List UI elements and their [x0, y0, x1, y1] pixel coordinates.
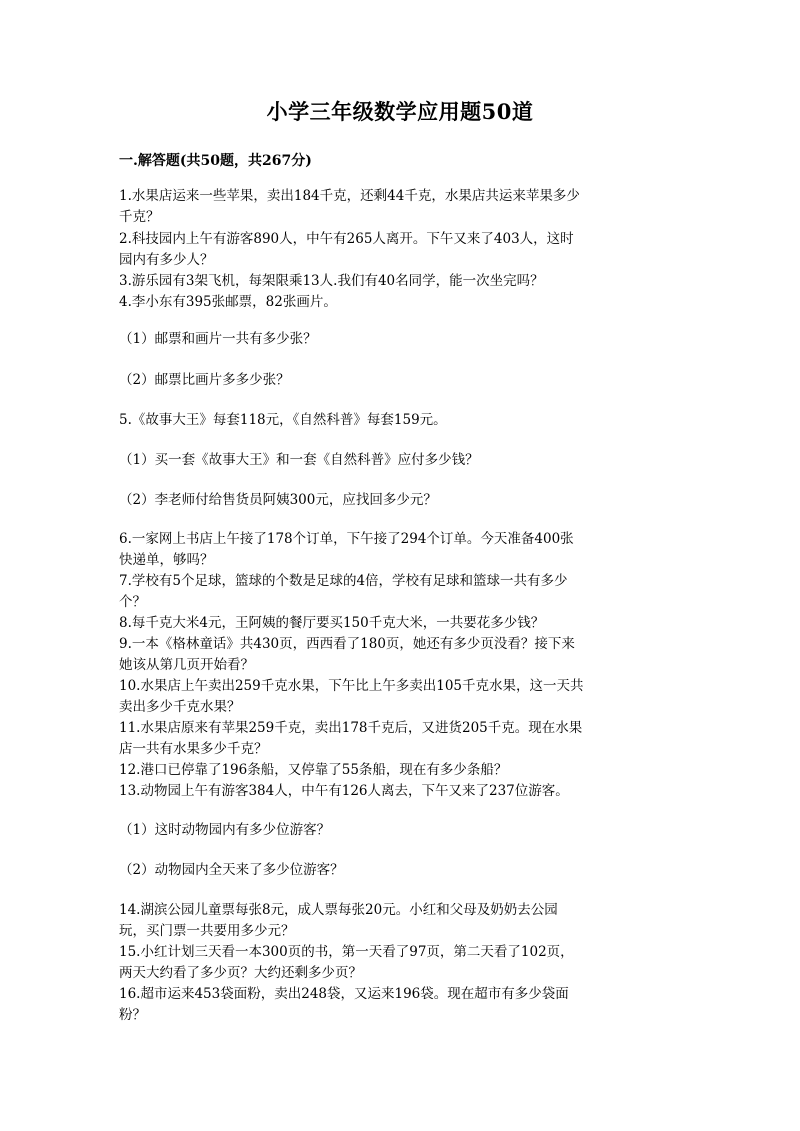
question-line: 千克？	[119, 209, 160, 225]
question-line: 粉？	[119, 1007, 146, 1023]
sub-question-line: （1）买一套《故事大王》和一套《自然科普》应付多少钱？	[119, 452, 479, 468]
sub-question-line: （2）动物园内全天来了多少位游客？	[119, 862, 344, 878]
section-heading: 一.解答题(共50题，共267分)	[119, 153, 312, 169]
question-line: 个？	[119, 594, 146, 610]
question-line: 13.动物园上午有游客384人，中午有126人离去，下午又来了237位游客。	[119, 783, 569, 799]
question-line: 10.水果店上午卖出259千克水果，下午比上午多卖出105千克水果，这一天共	[119, 678, 584, 694]
question-line: 14.湖滨公园儿童票每张8元，成人票每张20元。小红和父母及奶奶去公园	[119, 902, 558, 918]
question-line: 2.科技园内上午有游客890人，中午有265人离开。下午又来了403人，这时	[119, 231, 574, 247]
question-line: 卖出多少千克水果？	[119, 699, 241, 715]
question-line: 玩，买门票一共要用多少元？	[119, 923, 295, 939]
question-line: 她该从第几页开始看？	[119, 657, 254, 673]
question-line: 12.港口已停靠了196条船，又停靠了55条船，现在有多少条船？	[119, 762, 508, 778]
question-line: 9.一本《格林童话》共430页，西西看了180页，她还有多少页没看？接下来	[119, 636, 575, 652]
question-line: 8.每千克大米4元，王阿姨的餐厅要买150千克大米，一共要花多少钱？	[119, 615, 545, 631]
question-line: 园内有多少人？	[119, 252, 214, 268]
sub-question-line: （2）邮票比画片多多少张？	[119, 372, 290, 388]
sub-question-line: （1）邮票和画片一共有多少张？	[119, 331, 317, 347]
question-line: 6.一家网上书店上午接了178个订单，下午接了294个订单。今天准备400张	[119, 531, 574, 547]
question-line: 16.超市运来453袋面粉，卖出248袋，又运来196袋。现在超市有多少袋面	[119, 986, 569, 1002]
sub-question-line: （2）李老师付给售货员阿姨300元，应找回多少元？	[119, 492, 437, 508]
question-line: 7.学校有5个足球，篮球的个数是足球的4倍，学校有足球和篮球一共有多少	[119, 573, 568, 589]
question-line: 5.《故事大王》每套118元，《自然科普》每套159元。	[119, 412, 447, 428]
question-line: 1.水果店运来一些苹果，卖出184千克，还剩44千克，水果店共运来苹果多少	[119, 188, 580, 204]
question-line: 4.李小东有395张邮票，82张画片。	[119, 294, 337, 310]
sub-question-line: （1）这时动物园内有多少位游客？	[119, 822, 331, 838]
question-line: 11.水果店原来有苹果259千克，卖出178千克后，又进货205千克。现在水果	[119, 720, 583, 736]
question-line: 15.小红计划三天看一本300页的书，第一天看了97页，第二天看了102页，	[119, 944, 574, 960]
question-line: 店一共有水果多少千克？	[119, 741, 268, 757]
page-title: 小学三年级数学应用题50道	[266, 99, 534, 124]
question-line: 两天大约看了多少页？大约还剩多少页？	[119, 965, 362, 981]
question-line: 快递单，够吗？	[119, 552, 214, 568]
question-line: 3.游乐园有3架飞机，每架限乘13人.我们有40名同学，能一次坐完吗？	[119, 273, 544, 289]
